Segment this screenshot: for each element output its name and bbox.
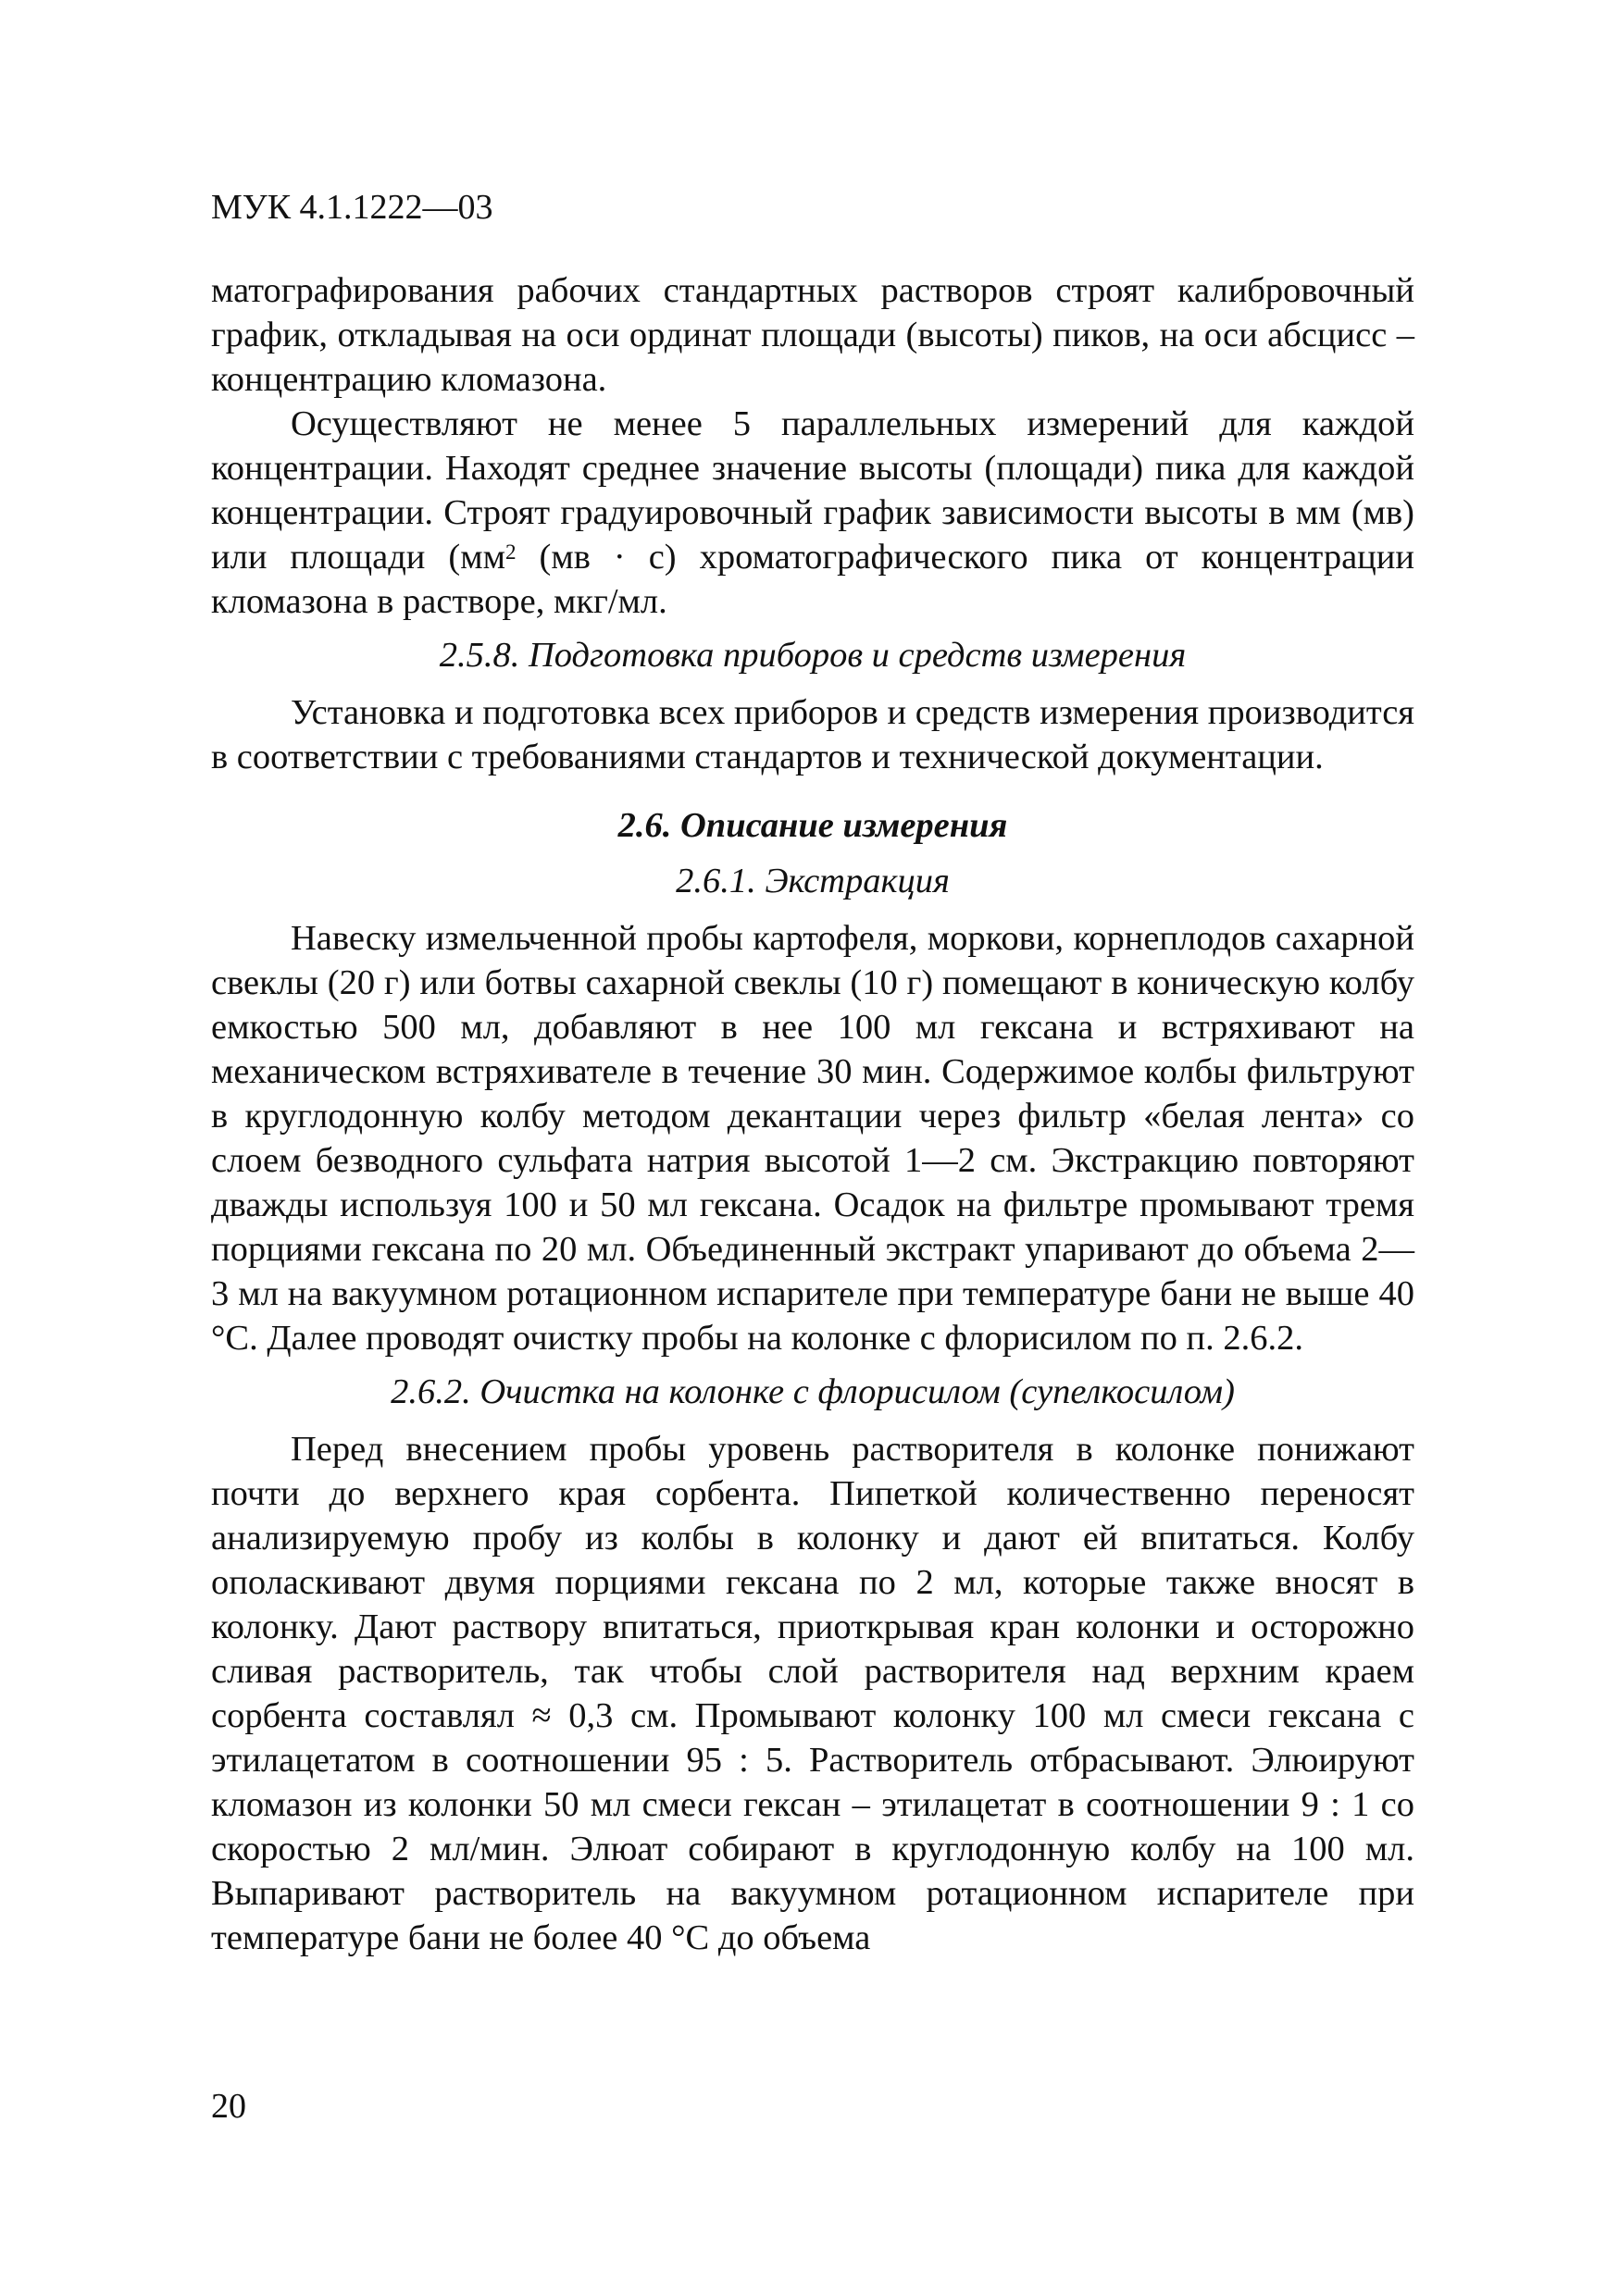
paragraph-measurements-text-b: (мв · с) хроматографического пика от концентрации кломазона в растворе, мкг/мл. [211,538,1414,621]
subsection-heading-2-5-8: 2.5.8. Подготовка приборов и средств измерения [439,636,1187,675]
paragraph-instrument-setup: Установка и подготовка всех приборов и средств измерения производится в соответствии с требованиями стандартов и технической документации. [211,693,1414,776]
superscript-two: 2 [504,539,517,564]
document-code-header: МУК 4.1.1222—03 [211,188,493,227]
paragraph-extraction: Навеску измельченной пробы картофеля, моркови, корнеплодов сахарной свеклы (20 г) или ботвы сахарной свеклы (10 г) помещают в коническую колбу емкостью 500 мл, добавляют в нее 100 мл гексана и встряхивают на механическом встряхивателе в течение 30 мин. Содержимое колбы фильтруют в круглодонную колбу методом декантации через фильтр «белая лента» со слоем безводного сульфата натрия высотой 1—2 см. Экстракцию повторяют дважды используя 100 и 50 мл гексана. Осадок на фильтре промывают тремя порциями гексана по 20 мл. Объединенный экстракт упаривают до объема 2—3 мл на вакуумном ротационном испарителе при температуре бани не выше 40 °С. Далее проводят очистку пробы на колонке с флорисилом по п. 2.6.2. [211,919,1414,1358]
page-number: 20 [211,2087,246,2126]
subsection-heading-2-6-1: 2.6.1. Экстракция [676,862,950,900]
paragraph-measurements [211,402,1414,624]
subsection-heading-2-6-2: 2.6.2. Очистка на колонке с флорисилом (супелкосилом) [391,1372,1235,1411]
section-heading-2-6: 2.6. Описание измерения [617,806,1008,845]
paragraph-column-cleanup: Перед внесением пробы уровень растворителя в колонке понижают почти до верхнего края сорбента. Пипеткой количественно переносят анализируемую пробу из колбы в колонку и дают ей впитаться. Колбу ополаскивают двумя порциями гексана по 2 мл, которые также вносят в колонку. Дают раствору впитаться, приоткрывая кран колонки и осторожно сливая растворитель, так чтобы слой растворителя над верхним краем сорбента составлял ≈ 0,3 см. Промывают колонку 100 мл смеси гексана с этилацетатом в соотношении 95 : 5. Растворитель отбрасывают. Элюируют кломазон из колонки 50 мл смеси гексан – этилацетат в соотношении 9 : 1 со скоростью 2 мл/мин. Элюат собирают в круглодонную колбу на 100 мл. Выпаривают растворитель на вакуумном ротационном испарителе при температуре бани не более 40 °С до объема [211,1430,1414,1957]
paragraph-continuation: матографирования рабочих стандартных растворов строят калибровочный график, откладывая на оси ординат площади (высоты) пиков, на оси абсцисс – концентрацию кломазона. [211,271,1414,399]
paragraph-measurements-text-a: Осуществляют не менее 5 параллельных измерений для каждой концентрации. Находят среднее значение высоты (площади) пика для каждой концентрации. Строят градуировочный график зависимости высоты в мм (мв) или площади (мм [211,404,1414,577]
page-body [211,268,1414,1960]
